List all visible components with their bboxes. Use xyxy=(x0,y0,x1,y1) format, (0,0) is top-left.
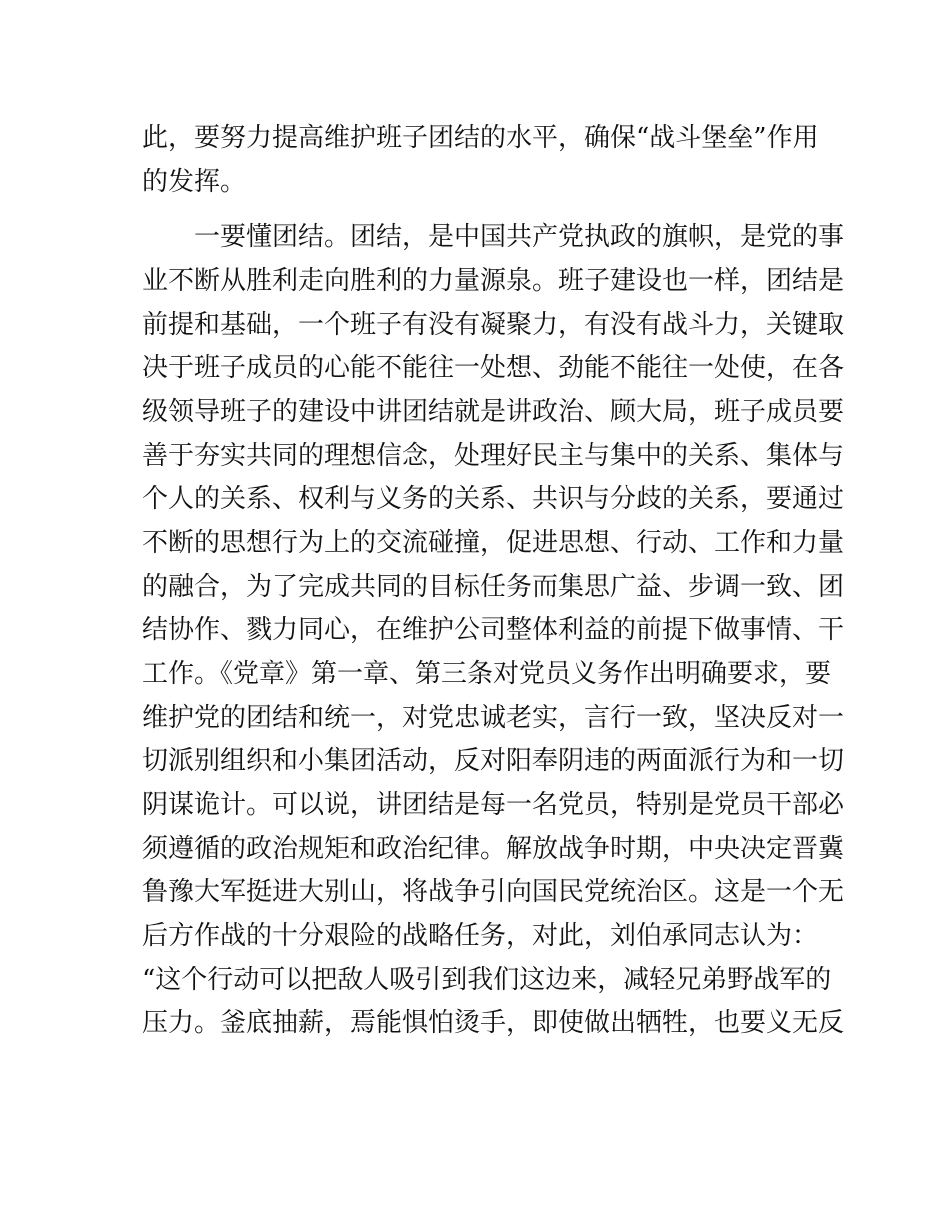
paragraph-2-line-12: 维护党的团结和统一，对党忠诚老实，言行一致，坚决反对一 xyxy=(142,703,845,733)
paragraph-2-line-5: 级领导班子的建设中讲团结就是讲政治、顾大局，班子成员要 xyxy=(142,397,845,427)
paragraph-1-line-1: 此，要努力提高维护班子团结的水平，确保“战斗堡垒”作用 xyxy=(142,123,819,153)
paragraph-2-line-10: 结协作、戮力同心，在维护公司整体利益的前提下做事情、干 xyxy=(142,615,845,645)
paragraph-2-line-17: 后方作战的十分艰险的战略任务，对此，刘伯承同志认为： xyxy=(142,921,819,951)
paragraph-1-line-2: 的发挥。 xyxy=(142,167,247,197)
paragraph-2-line-13: 切派别组织和小集团活动，反对阳奉阴违的两面派行为和一切 xyxy=(142,746,845,776)
paragraph-2-line-2: 业不断从胜利走向胜利的力量源泉。班子建设也一样，团结是 xyxy=(142,266,845,296)
paragraph-2-line-16: 鲁豫大军挺进大别山，将战争引向国民党统治区。这是一个无 xyxy=(142,877,845,907)
paragraph-2-line-8: 不断的思想行为上的交流碰撞，促进思想、行动、工作和力量 xyxy=(142,528,845,558)
paragraph-2-line-9: 的融合，为了完成共同的目标任务而集思广益、步调一致、团 xyxy=(142,572,845,602)
paragraph-2-line-18: “这个行动可以把敌人吸引到我们这边来，减轻兄弟野战军的 xyxy=(142,965,832,995)
paragraph-2-line-1: 一要懂团结。团结，是中国共产党执政的旗帜，是党的事 xyxy=(194,222,845,252)
paragraph-2-line-3: 前提和基础，一个班子有没有凝聚力，有没有战斗力，关键取 xyxy=(142,310,845,340)
paragraph-2-line-4: 决于班子成员的心能不能往一处想、劲能不能往一处使，在各 xyxy=(142,353,845,383)
paragraph-2-line-19: 压力。釜底抽薪，焉能惧怕烫手，即使做出牺牲，也要义无反 xyxy=(142,1008,845,1038)
paragraph-2-line-15: 须遵循的政治规矩和政治纪律。解放战争时期，中央决定晋冀 xyxy=(142,834,845,864)
paragraph-2-line-11: 工作。《党章》第一章、第三条对党员义务作出明确要求，要 xyxy=(142,659,832,689)
paragraph-2-line-7: 个人的关系、权利与义务的关系、共识与分歧的关系，要通过 xyxy=(142,484,845,514)
paragraph-2-line-14: 阴谋诡计。可以说，讲团结是每一名党员，特别是党员干部必 xyxy=(142,790,845,820)
paragraph-2-line-6: 善于夯实共同的理想信念，处理好民主与集中的关系、集体与 xyxy=(142,441,845,471)
